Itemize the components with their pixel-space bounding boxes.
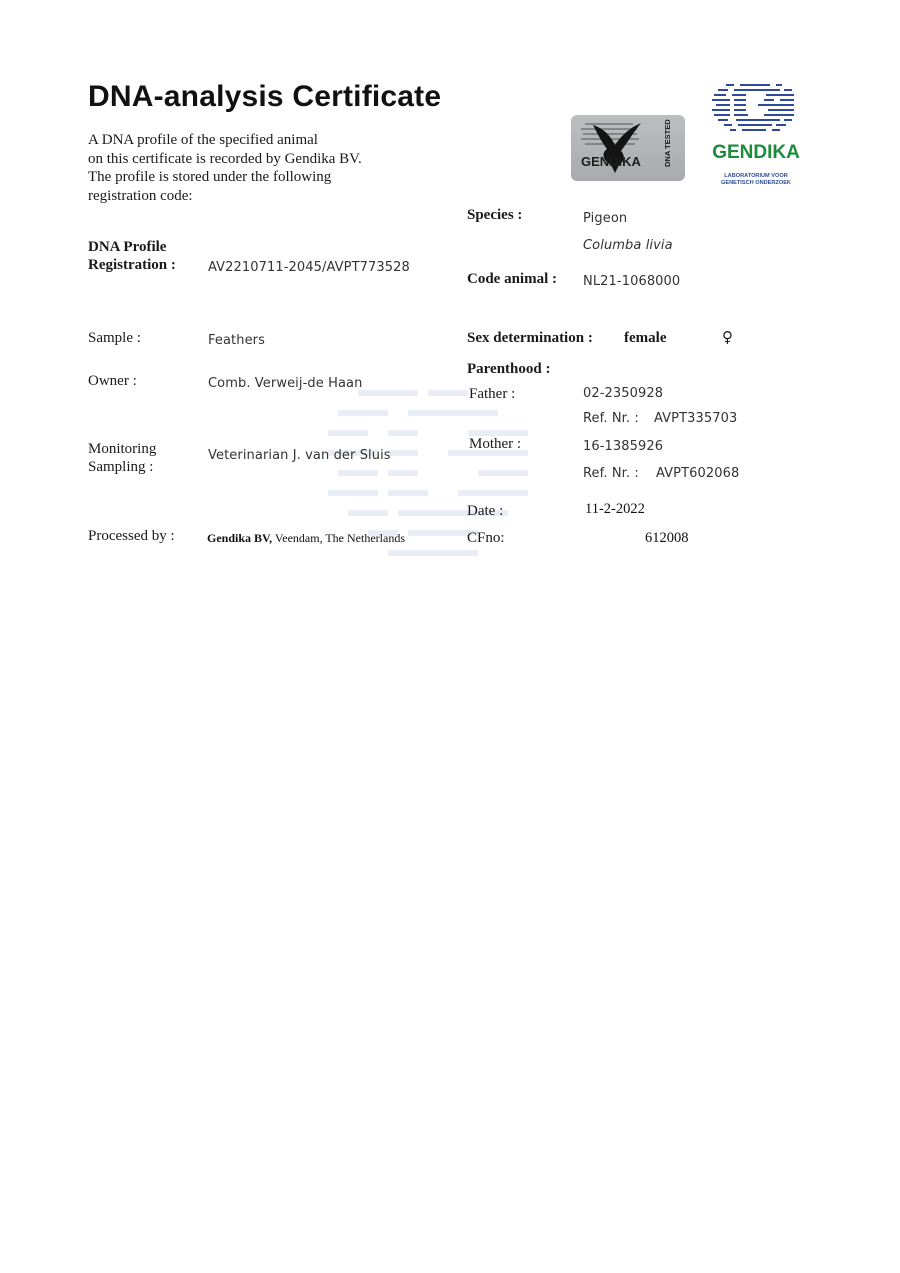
parenthood-label: Parenthood : [467,361,551,377]
logo-name: GENDIKA [712,142,800,163]
mother-ref-label: Ref. Nr. : [583,466,639,481]
intro-line: on this certificate is recorded by Gendika BV. [88,150,362,167]
gendika-logo [710,82,802,192]
intro-text [88,131,418,205]
sex-value: female [624,330,667,346]
cfno-value: 612008 [645,530,689,546]
badge-side-text: DNA TESTED [663,119,672,167]
sample-value: Feathers [208,333,265,348]
certificate-title: DNA-analysis Certificate [88,80,442,113]
badge-brand-text: GENDIKA [581,154,641,169]
female-symbol-icon: ♀ [722,328,733,346]
logo-subtitle-line2: GENETISCH ONDERZOEK [721,180,791,186]
cfno-label: CFno: [467,530,505,546]
pigeon-silhouette-icon [571,115,685,181]
intro-line: registration code: [88,187,193,204]
date-label: Date : [467,503,504,519]
monitoring-label: Monitoring [88,441,157,457]
intro-line: The profile is stored under the following [88,169,332,185]
mother-value: 16-1385926 [583,439,664,454]
owner-value: Comb. Verweij-de Haan [208,376,363,391]
code-animal-value: NL21-1068000 [583,274,681,289]
processed-by-label: Processed by : [88,528,175,544]
sampling-label: Sampling : [88,459,154,475]
code-animal-label: Code animal : [467,271,557,287]
sex-determination-label: Sex determination : [467,330,593,346]
species-latin-value: Columba livia [583,238,673,253]
registration-label: Registration : [88,257,176,273]
monitoring-value: Veterinarian J. van der Sluis [208,448,391,463]
father-ref-value: AVPT335703 [654,411,738,426]
dna-profile-label: DNA Profile [88,239,167,255]
date-value: 11-2-2022 [585,501,645,517]
species-common-value: Pigeon [583,211,628,226]
father-label: Father : [469,386,516,402]
watermark [318,380,558,580]
logo-subtitle-line1: LABORATORIUM VOOR [724,173,788,179]
intro-line: A DNA profile of the specified animal [88,132,318,148]
processed-by-value [207,531,405,546]
mother-ref-value: AVPT602068 [656,466,740,481]
gendika-mark-icon [710,82,802,192]
father-value: 02-2350928 [583,386,664,401]
owner-label: Owner : [88,373,137,389]
sample-label: Sample : [88,330,141,346]
processed-company: Gendika BV, [207,531,273,545]
registration-value: AV2210711-2045/AVPT773528 [208,260,410,275]
mother-label: Mother : [469,436,522,452]
dna-tested-badge [571,115,685,181]
father-ref-label: Ref. Nr. : [583,411,639,426]
processed-location: Veendam, The Netherlands [272,531,405,545]
species-label: Species : [467,207,523,223]
